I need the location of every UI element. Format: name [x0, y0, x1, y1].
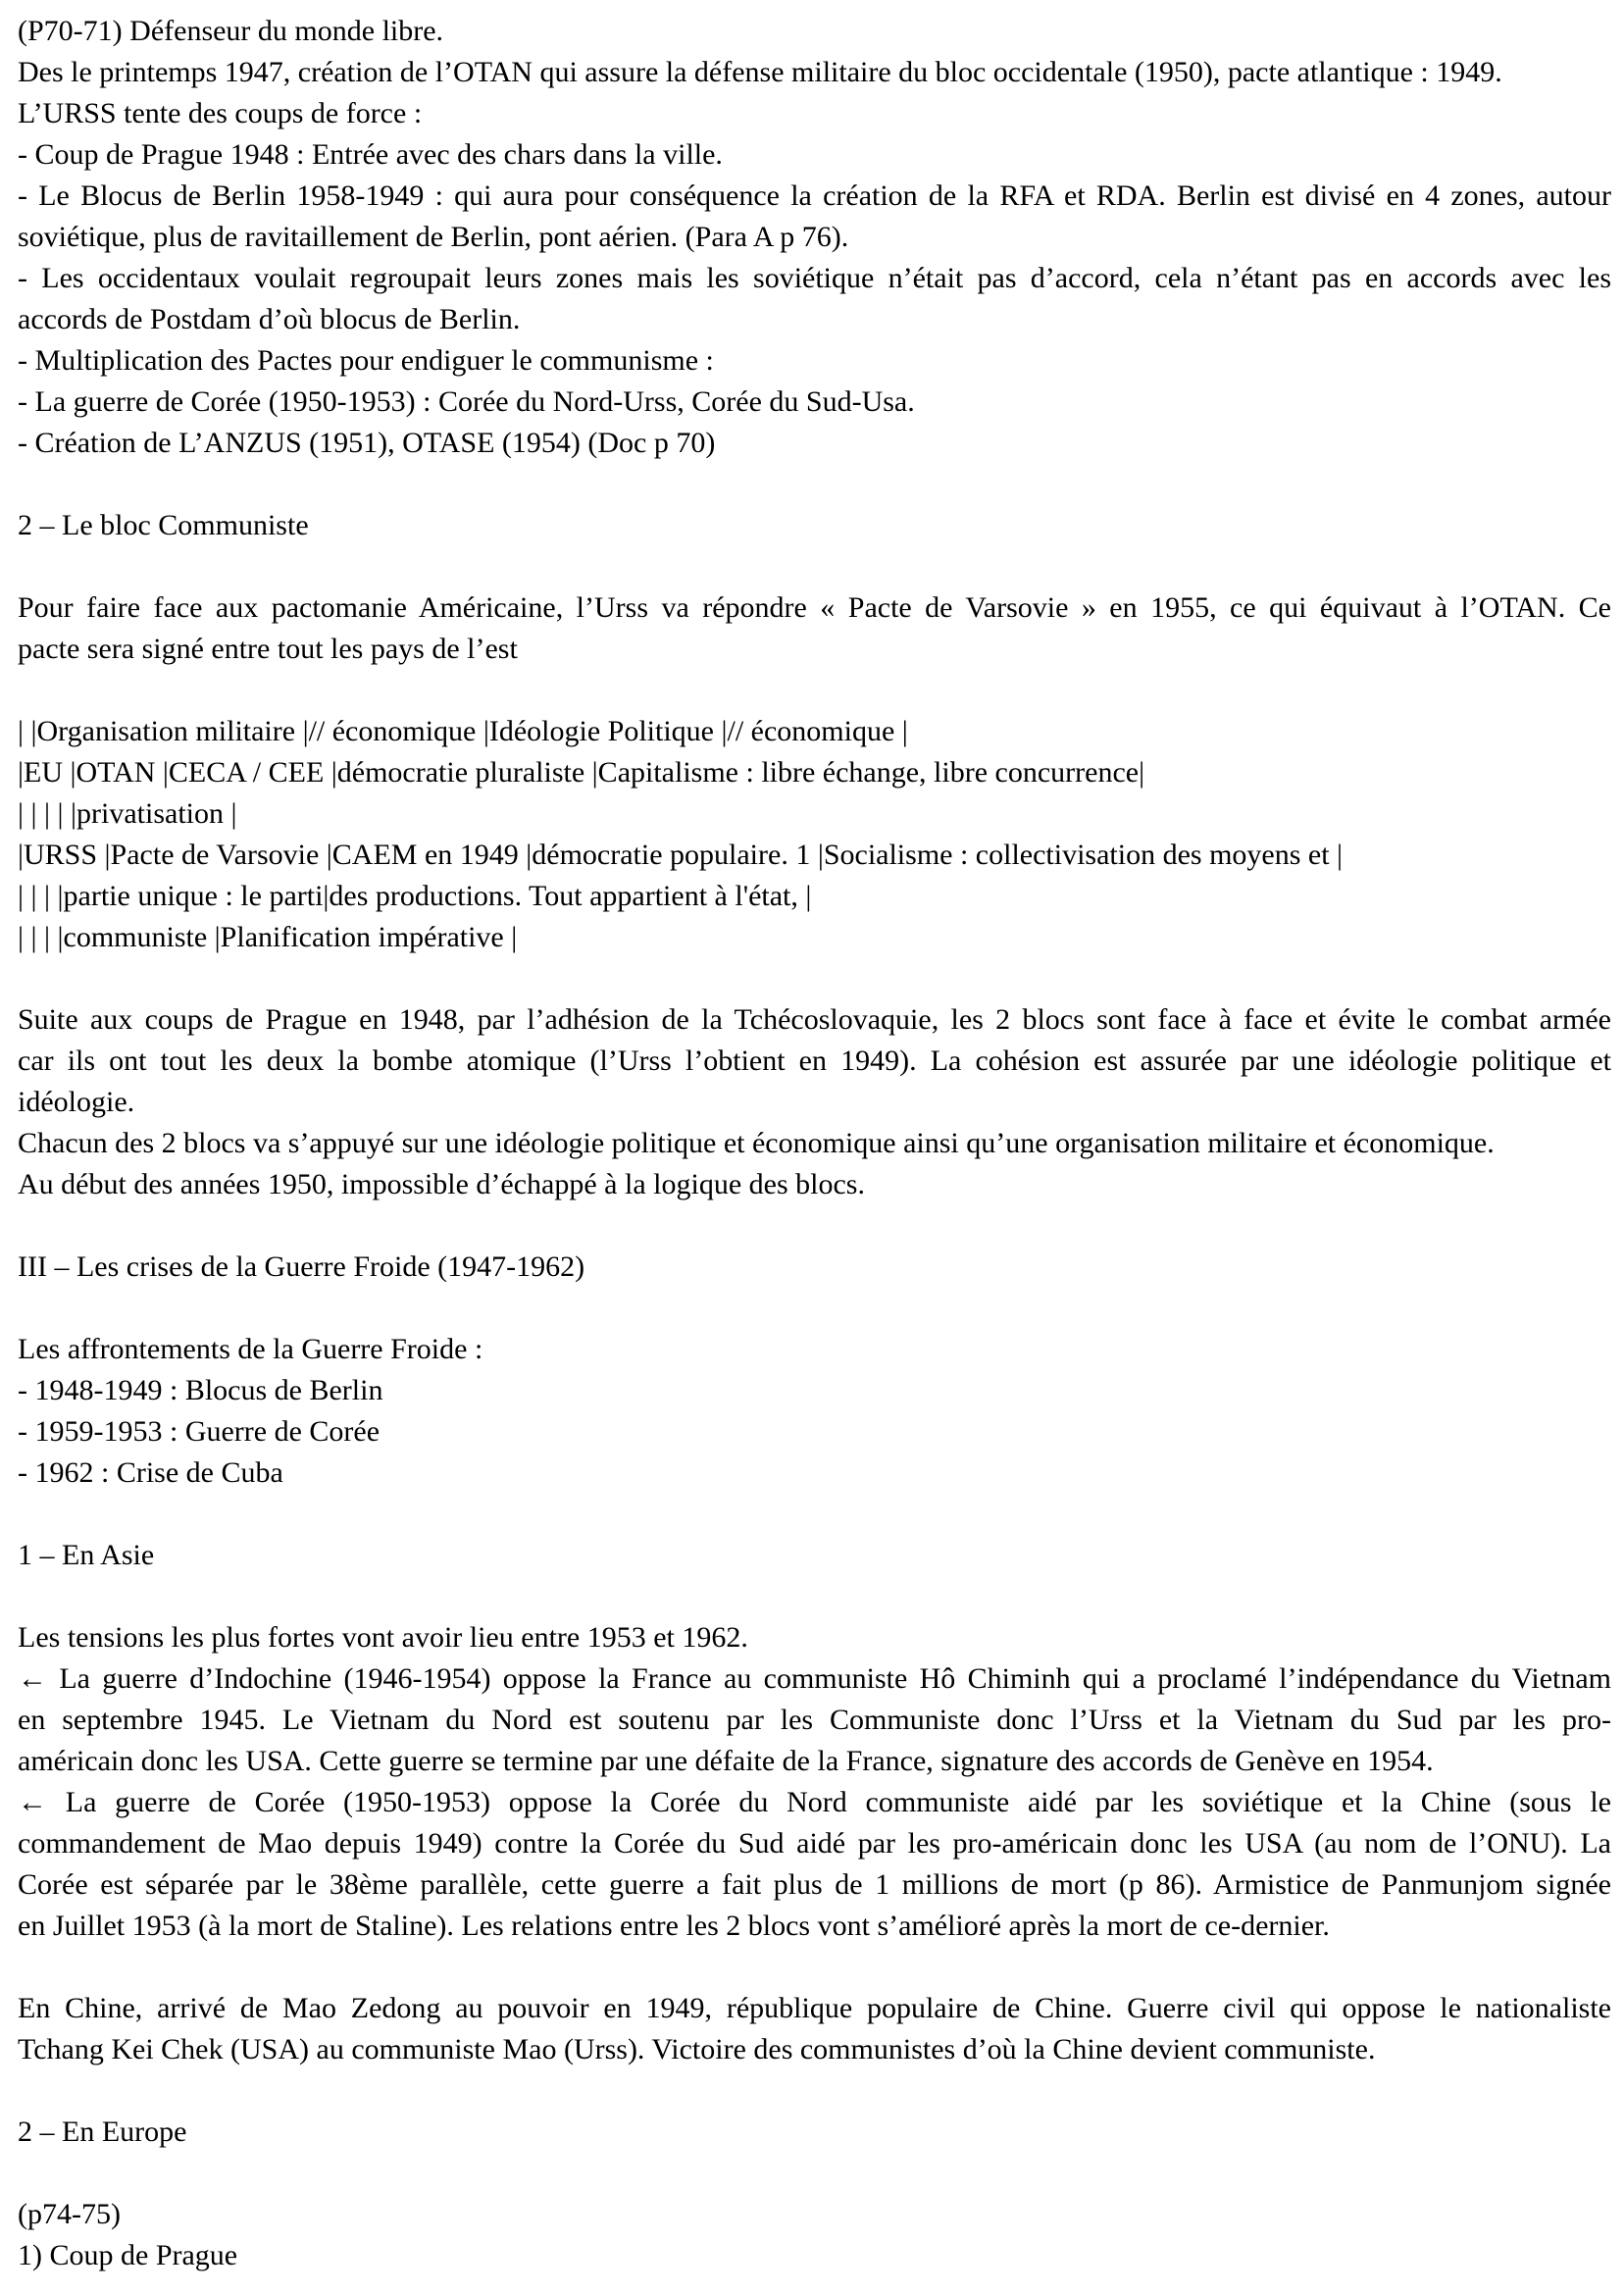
text-line: Au début des années 1950, impossible d’échappé à la logique des blocs.: [18, 1168, 865, 1200]
section-heading: 2 – En Europe: [18, 2116, 187, 2148]
text-line: - Multiplication des Pactes pour endiguer le communisme :: [18, 344, 714, 377]
text-line: Des le printemps 1947, création de l’OTAN qui assure la défense militaire du bloc occidentale (1950), pacte atlantique : 1949.: [18, 56, 1502, 88]
table-row: |URSS |Pacte de Varsovie |CAEM en 1949 |démocratie populaire. 1 |Socialisme : collectivisation des moyens et |: [18, 839, 1344, 871]
table-row: |EU |OTAN |CECA / CEE |démocratie pluraliste |Capitalisme : libre échange, libre concurrence|: [18, 756, 1145, 789]
list-item: - 1959-1953 : Guerre de Corée: [18, 1415, 381, 1448]
text-line: Chacun des 2 blocs va s’appuyé sur une idéologie politique et économique ainsi qu’une organisation militaire et économique.: [18, 1127, 1495, 1159]
table-row: | |Organisation militaire |// économique |Idéologie Politique |// économique |: [18, 715, 908, 747]
section-heading: III – Les crises de la Guerre Froide (1947-1962): [18, 1250, 585, 1283]
text-line: L’URSS tente des coups de force :: [18, 97, 423, 129]
text-line: pacte sera signé entre tout les pays de l’est: [18, 633, 518, 665]
list-item: - 1962 : Crise de Cuba: [18, 1456, 283, 1489]
text-line: en septembre 1945. Le Vietnam du Nord est soutenu par les Communiste donc l’Urss et la Vietnam du Sud par les pro-: [18, 1704, 1611, 1736]
text-line: soviétique, plus de ravitaillement de Berlin, pont aérien. (Para A p 76).: [18, 221, 849, 253]
section-heading: 1 – En Asie: [18, 1539, 155, 1571]
text-line: - Coup de Prague 1948 : Entrée avec des chars dans la ville.: [18, 138, 723, 171]
text-line: (P70-71) Défenseur du monde libre.: [18, 15, 444, 47]
text-line: Les tensions les plus fortes vont avoir lieu entre 1953 et 1962.: [18, 1621, 748, 1654]
text-line: en Juillet 1953 (à la mort de Staline). Les relations entre les 2 blocs vont s’amélioré après la mort de ce-dernier.: [18, 1910, 1330, 1942]
text-line: Tchang Kei Chek (USA) au communiste Mao (Urss). Victoire des communistes d’où la Chine devient communiste.: [18, 2033, 1376, 2065]
section-heading: 2 – Le bloc Communiste: [18, 509, 309, 541]
table-row: | | | |partie unique : le parti|des productions. Tout appartient à l'état, |: [18, 880, 812, 912]
text-line: En Chine, arrivé de Mao Zedong au pouvoir en 1949, république populaire de Chine. Guerre civil qui oppose le nationaliste: [18, 1992, 1611, 2024]
text-line: accords de Postdam d’où blocus de Berlin.: [18, 303, 521, 335]
text-line: Corée est séparée par le 38ème parallèle, cette guerre a fait plus de 1 millions de mort (p 86). Armistice de Panmunjom signée: [18, 1868, 1611, 1901]
text-line: - La guerre de Corée (1950-1953) : Corée du Nord-Urss, Corée du Sud-Usa.: [18, 385, 915, 418]
list-item: - 1948-1949 : Blocus de Berlin: [18, 1374, 383, 1406]
subsection-heading: 1) Coup de Prague: [18, 2239, 238, 2271]
text-line: commandement de Mao depuis 1949) contre la Corée du Sud aidé par les pro-américain donc les USA (au nom de l’ONU). La: [18, 1827, 1611, 1860]
text-line: Pour faire face aux pactomanie Américaine, l’Urss va répondre « Pacte de Varsovie » en 1955, ce qui équivaut à l’OTAN. Ce: [18, 591, 1611, 624]
text-line: Suite aux coups de Prague en 1948, par l’adhésion de la Tchécoslovaquie, les 2 blocs sont face à face et évite le combat armée: [18, 1003, 1611, 1036]
text-line: ← La guerre d’Indochine (1946-1954) oppose la France au communiste Hô Chiminh qui a proclamé l’indépendance du Vietnam: [18, 1662, 1611, 1695]
table-row: | | | | |privatisation |: [18, 797, 237, 830]
text-line: idéologie.: [18, 1086, 135, 1118]
text-line: ← La guerre de Corée (1950-1953) oppose la Corée du Nord communiste aidé par les soviétique et la Chine (sous le: [18, 1786, 1611, 1818]
text-line: - Création de L’ANZUS (1951), OTASE (1954) (Doc p 70): [18, 427, 716, 459]
text-line: - Le Blocus de Berlin 1958-1949 : qui aura pour conséquence la création de la RFA et RDA. Berlin est divisé en 4 zones, autour: [18, 179, 1611, 212]
text-line: car ils ont tout les deux la bombe atomique (l’Urss l’obtient en 1949). La cohésion est assurée par une idéologie politique et: [18, 1045, 1611, 1077]
table-row: | | | |communiste |Planification impérative |: [18, 921, 518, 953]
text-line: Les affrontements de la Guerre Froide :: [18, 1333, 483, 1365]
text-line: américain donc les USA. Cette guerre se termine par une défaite de la France, signature des accords de Genève en 1954.: [18, 1745, 1434, 1777]
page-reference: (p74-75): [18, 2198, 121, 2230]
text-line: - Les occidentaux voulait regroupait leurs zones mais les soviétique n’était pas d’accord, cela n’étant pas en accords avec les: [18, 262, 1611, 294]
